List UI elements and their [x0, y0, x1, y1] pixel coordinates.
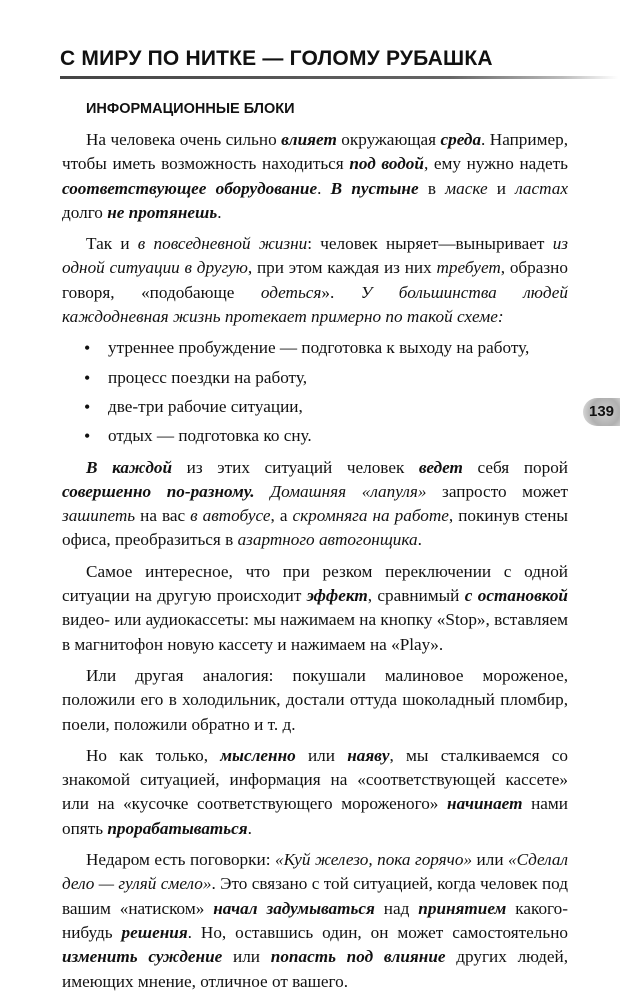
- text-run: , образно говоря, «подобающе: [62, 258, 568, 302]
- emphasis-bold-italic: мысленно: [220, 745, 296, 765]
- emphasis-bold-italic: совершенно по-разному.: [62, 481, 255, 501]
- emphasis-italic: маске: [445, 178, 488, 198]
- text-run: себя порой: [462, 457, 568, 477]
- paragraph-1: [62, 128, 568, 225]
- emphasis-bold-italic: начал задумываться: [213, 898, 375, 918]
- emphasis-italic: из одной ситуации в другую: [62, 234, 568, 278]
- emphasis-bold-italic: не протянешь: [107, 202, 218, 222]
- emphasis-bold-italic: ведет: [418, 457, 463, 477]
- list-item: • две-три рабочие ситуации,: [62, 395, 568, 419]
- emphasis-italic: скромняга на работе: [292, 506, 449, 526]
- emphasis-italic: в автобусе: [190, 506, 271, 526]
- emphasis-bold-italic: соответствующее оборудование: [62, 178, 318, 198]
- paragraph-3: [62, 456, 568, 553]
- text-run: какого-нибудь: [62, 898, 568, 942]
- text-run: на вас: [135, 506, 191, 526]
- text-run: или: [222, 947, 271, 967]
- text-run: ».: [321, 282, 361, 302]
- text-run: . Например, чтобы иметь возможность находиться: [62, 130, 568, 174]
- text-run: , мы сталкиваемся со знакомой ситуацией, информация на «соответствующей кассете» или на «кусочке соответствующего мороженого»: [62, 745, 568, 814]
- text-run: в: [418, 178, 446, 198]
- text-run: : человек ныряет—выныривает: [307, 234, 553, 254]
- paragraph-7: [62, 848, 568, 994]
- emphasis-bold-italic: принятием: [418, 898, 507, 918]
- text-run: окружающая: [336, 130, 441, 149]
- text-run: Самое интересное, что при резком переключении с одной ситуации на другую происходит: [62, 561, 568, 606]
- emphasis-bold-italic: эффект: [306, 586, 368, 606]
- text-run: или: [472, 850, 509, 870]
- emphasis-bold-italic: с остановкой: [464, 586, 568, 606]
- list-item: • процесс поездки на работу,: [62, 366, 568, 390]
- text-run: из этих ситуаций человек: [172, 457, 419, 477]
- text-run: , ему нужно надеть: [423, 154, 569, 174]
- section-title: ИНФОРМАЦИОННЫЕ БЛОКИ: [86, 101, 295, 117]
- emphasis-italic: в повседневной жизни: [137, 234, 308, 254]
- text-run: над: [374, 898, 419, 918]
- emphasis-italic: У большинства людей каждодневная жизнь протекает примерно по такой схеме:: [62, 282, 568, 327]
- paragraph-5: [62, 664, 568, 737]
- text-run: На человека очень сильно: [86, 130, 282, 149]
- text-run: . Но, оставшись один, он может самостоятельно: [187, 922, 568, 942]
- text-run: долго: [62, 202, 108, 222]
- emphasis-italic: азартного автогонщика: [237, 530, 418, 550]
- text-run: видео- или аудиокассеты: мы нажимаем на кнопку «Stop», вставляем в магнитофон новую кассету и нажимаем на «Play».: [62, 610, 568, 654]
- paragraph-4: [62, 560, 568, 657]
- emphasis-italic: зашипеть: [62, 506, 136, 526]
- emphasis-bold-italic: начинает: [447, 794, 523, 814]
- running-header: С МИРУ ПО НИТКЕ — ГОЛОМУ РУБАШКА: [60, 47, 493, 70]
- emphasis-bold-italic: прорабатываться: [107, 818, 248, 838]
- emphasis-italic: ластах: [515, 178, 568, 198]
- emphasis-bold-italic: среда: [440, 130, 482, 149]
- text-run: или: [295, 745, 348, 765]
- text-run: , а: [270, 506, 293, 526]
- emphasis-italic: «Куй железо, пока горячо»: [274, 850, 473, 870]
- emphasis-bold-italic: наяву: [347, 745, 390, 765]
- emphasis-italic: одеться: [260, 282, 322, 302]
- text-run: , покинув стены офиса, преобразиться в: [62, 506, 568, 550]
- text-run: .: [247, 818, 252, 838]
- emphasis-bold-italic: влияет: [281, 130, 337, 149]
- text-run: Так и: [86, 234, 138, 254]
- text-run: .: [217, 202, 222, 222]
- emphasis-bold-italic: решения: [121, 922, 188, 942]
- text-run: .: [317, 178, 331, 198]
- text-run: , при этом каждая из них: [247, 258, 437, 278]
- bullet-list: [62, 336, 568, 448]
- text-run: запросто может: [426, 481, 569, 501]
- text-run: Но как только,: [86, 745, 221, 765]
- emphasis-bold-italic: попасть под влияние: [270, 947, 446, 967]
- emphasis-bold-italic: В каждой: [86, 457, 173, 477]
- emphasis-bold-italic: изменить суждение: [62, 947, 223, 967]
- body-text: [62, 128, 568, 1001]
- text-run: нами опять: [62, 794, 568, 838]
- emphasis-bold-italic: В пустыне: [330, 178, 419, 198]
- text-run: [255, 482, 271, 501]
- text-run: Или другая аналогия: покушали малиновое мороженое, положили его в холодильник, достали оттуда шоколадный пломбир, поели, положили обратно и т. д.: [62, 665, 568, 734]
- emphasis-bold-italic: под водой: [349, 154, 424, 174]
- text-run: . Это связано с той ситуацией, когда человек под вашим «натиском»: [62, 874, 568, 918]
- paragraph-2: [62, 232, 568, 329]
- page-number: 139: [589, 403, 615, 420]
- text-run: .: [417, 530, 422, 550]
- emphasis-italic: «Сделал дело — гуляй смело»: [62, 850, 568, 894]
- list-item: • утреннее пробуждение — подготовка к выходу на работу,: [62, 336, 568, 360]
- list-item: • отдых — подготовка ко сну.: [62, 424, 568, 448]
- emphasis-italic: Домашняя «лапуля»: [270, 481, 427, 501]
- header-rule: [60, 76, 618, 79]
- text-run: и: [487, 178, 516, 198]
- text-run: , сравнимый: [367, 586, 465, 606]
- text-run: других людей, имеющих мнение, отличное от вашего.: [62, 947, 568, 991]
- emphasis-italic: требует: [436, 258, 501, 278]
- text-run: Недаром есть поговорки:: [86, 850, 275, 870]
- paragraph-6: [62, 744, 568, 841]
